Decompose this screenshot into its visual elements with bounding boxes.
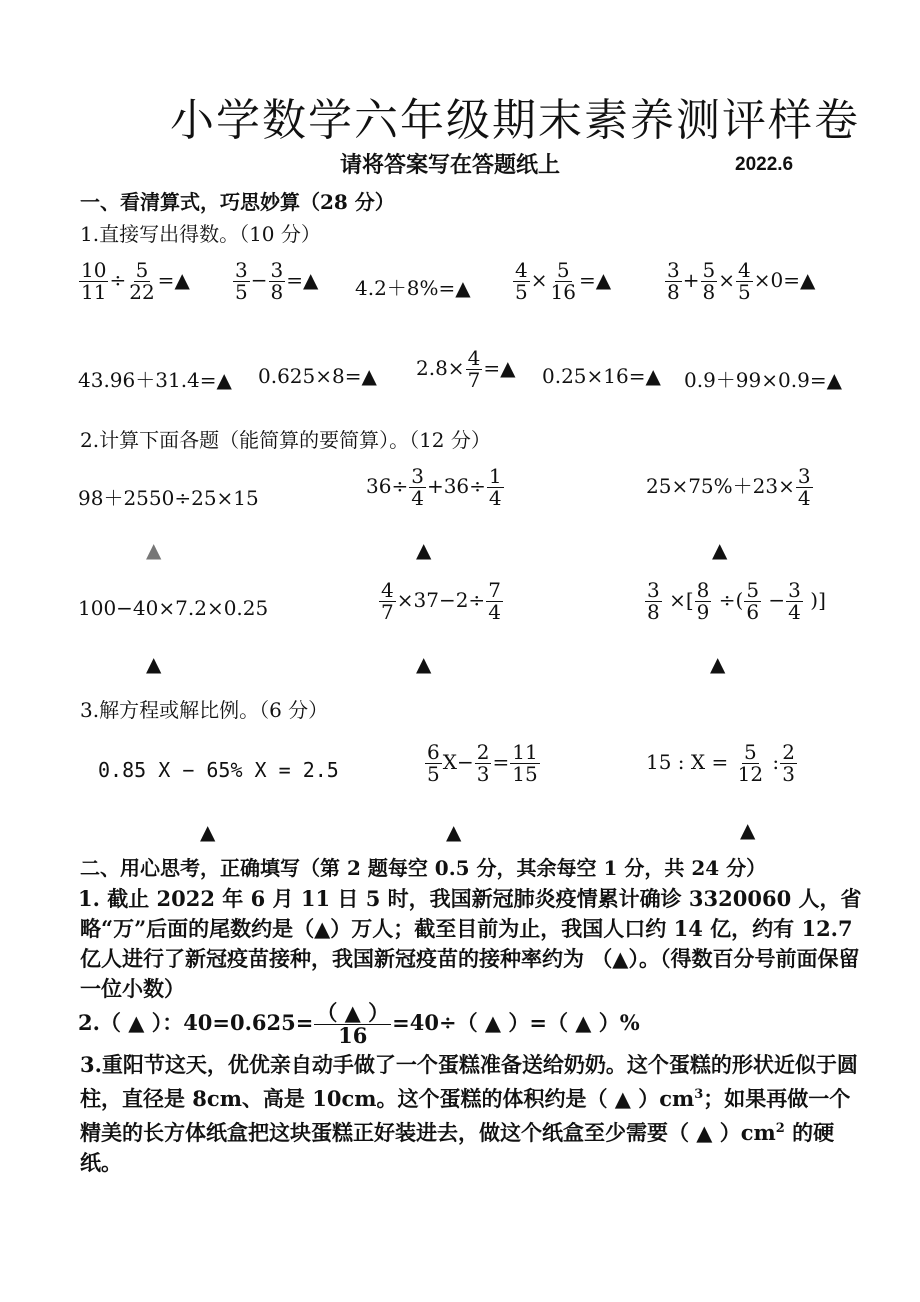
numerator: 2 [476, 740, 490, 764]
subtitle: 请将答案写在答题纸上 [340, 152, 561, 178]
middle: +36÷ [426, 474, 486, 498]
equals: = [578, 268, 596, 292]
middle: X− [442, 750, 474, 774]
numerator: 4 [467, 346, 481, 370]
expression: 0.25×16= [542, 364, 646, 388]
numerator: 4 [738, 258, 751, 282]
prefix: 36÷ [366, 474, 409, 498]
prefix: 25×75%＋23× [646, 474, 795, 498]
text-part: 3.重阳节这天，优优亲自动手做了一个蛋糕准备送给奶奶。这个蛋糕的形状近似于圆柱，直径是 8cm、高是 10cm。这个蛋糕的体积约是（ ▲ ）cm [80, 1052, 858, 1111]
answer-triangle-icon: ▲ [446, 820, 462, 844]
operator: − [250, 268, 268, 292]
q2-expr6 [644, 580, 826, 623]
denominator: 3 [476, 762, 490, 786]
tail: )] [803, 588, 826, 612]
operator: + [682, 268, 700, 292]
denominator: 8 [702, 280, 716, 304]
denominator: 3 [782, 762, 795, 786]
numerator: 11 [512, 740, 538, 764]
denominator: 15 [512, 762, 538, 786]
middle: − [762, 588, 786, 612]
numerator: 5 [743, 740, 757, 764]
equals: = [492, 750, 510, 774]
section2-question1: 1. 截止 2022 年 6 月 11 日 5 时，我国新冠肺炎疫情累计确诊 3320060 人，省略“万”后面的尾数约是（▲）万人；截至目前为止，我国人口约 14 亿，约有 12.7 亿人进行了新冠疫苗接种，我国新冠疫苗的接种率约为 （▲）。（得数百分号前面保留一位小数） [78, 886, 862, 1001]
q1-row1-item3 [355, 272, 471, 301]
q2-expr5 [378, 580, 504, 623]
numerator: 3 [411, 464, 424, 488]
denominator: 5 [427, 762, 440, 786]
q1-label: 1.直接写出得数。（10 分） [80, 222, 321, 246]
numerator: 3 [788, 578, 801, 602]
numerator: （ ▲ ） [316, 1000, 390, 1025]
q3-equation1: 0.85 X − 65% X = 2.5 [98, 758, 339, 782]
middle: ÷( [712, 588, 744, 612]
q2-label: 2.计算下面各题（能简算的要简算）。（12 分） [80, 428, 491, 452]
q1-row2-item3 [416, 348, 515, 391]
expression: 0.625×8= [258, 364, 362, 388]
text-part: ；如果再做一个精美的长方体纸盒把这块蛋糕正好装进去，做这个纸盒至少需要（ ▲ ）cm [80, 1086, 851, 1145]
denominator: 7 [381, 600, 394, 624]
q1-row2-item5 [684, 364, 842, 393]
date: 2022.6 [735, 154, 794, 175]
q3-label: 3.解方程或解比例。（6 分） [80, 698, 329, 722]
expression: 0.9＋99×0.9= [684, 368, 827, 392]
answer-triangle-icon: ▲ [146, 538, 162, 562]
tail: ×0= [753, 268, 800, 292]
answer-triangle-icon: ▲ [595, 268, 612, 292]
denominator: 5 [515, 280, 528, 304]
denominator: 8 [270, 280, 284, 304]
answer-triangle-icon: ▲ [416, 538, 432, 562]
denominator: 12 [737, 762, 764, 786]
denominator: 16 [550, 280, 576, 304]
answer-triangle-icon: ▲ [303, 268, 319, 292]
operator: × [718, 268, 735, 292]
prefix: 2.（ ▲ ）：40=0.625= [78, 1010, 314, 1036]
section2-question3 [80, 1050, 870, 1178]
denominator: 8 [647, 600, 660, 624]
numerator: 6 [427, 740, 440, 764]
section2-question2 [78, 1002, 640, 1047]
answer-triangle-icon: ▲ [216, 368, 232, 392]
denominator: 4 [788, 600, 801, 624]
tail: =40÷（ ▲ ）=（ ▲ ）% [392, 1010, 640, 1036]
numerator: 3 [235, 258, 248, 282]
q1-row2-item4 [542, 364, 661, 388]
numerator: 3 [647, 578, 660, 602]
answer-triangle-icon: ▲ [710, 652, 726, 676]
denominator: 4 [488, 600, 501, 624]
answer-triangle-icon: ▲ [416, 652, 432, 676]
denominator: 8 [667, 280, 680, 304]
answer-triangle-icon: ▲ [826, 368, 842, 392]
numerator: 5 [556, 258, 570, 282]
q1-row1-item4 [512, 260, 611, 303]
numerator: 4 [515, 258, 528, 282]
middle: : [766, 750, 780, 774]
answer-triangle-icon: ▲ [500, 356, 516, 380]
q3-equation2 [424, 742, 541, 785]
denominator: 5 [738, 280, 751, 304]
numerator: 4 [381, 578, 394, 602]
section1-heading: 一、看清算式，巧思妙算（28 分） [80, 190, 395, 214]
numerator: 5 [702, 258, 716, 282]
numerator: 5 [746, 578, 760, 602]
denominator: 9 [696, 600, 710, 624]
prefix: 15 : X = [646, 750, 729, 774]
q1-row1-item2 [232, 260, 318, 303]
denominator: 7 [467, 368, 481, 392]
q2-expr2 [366, 466, 505, 509]
denominator: 6 [746, 600, 760, 624]
numerator: 7 [488, 578, 501, 602]
numerator: 10 [81, 258, 107, 282]
superscript: 2 [775, 1121, 785, 1136]
equals: = [483, 356, 501, 380]
middle: ×37−2÷ [396, 588, 486, 612]
page-title: 小学数学六年级期末素养测评样卷 [170, 95, 860, 146]
answer-triangle-icon: ▲ [361, 364, 377, 388]
answer-triangle-icon: ▲ [146, 652, 162, 676]
equals: = [286, 268, 303, 292]
numerator: 1 [488, 464, 502, 488]
numerator: 2 [782, 740, 795, 764]
numerator: 3 [667, 258, 680, 282]
answer-triangle-icon: ▲ [174, 268, 190, 292]
q2-expr1: 98＋2550÷25×15 [78, 486, 259, 510]
denominator: 11 [81, 280, 107, 304]
answer-triangle-icon: ▲ [200, 820, 216, 844]
answer-triangle-icon: ▲ [455, 276, 471, 300]
operator: × [530, 268, 548, 292]
q1-row1-item5 [664, 260, 815, 303]
denominator: 4 [411, 486, 424, 510]
middle: ×[ [662, 588, 694, 612]
q1-row1-item1 [78, 260, 190, 303]
numerator: 8 [696, 578, 710, 602]
q2-expr4: 100−40×7.2×0.25 [78, 596, 269, 620]
equals: = [157, 268, 175, 292]
denominator: 4 [797, 486, 811, 510]
superscript: 3 [694, 1087, 704, 1102]
q1-row2-item1 [78, 364, 232, 393]
section2-heading: 二、用心思考，正确填写（第 2 题每空 0.5 分，其余每空 1 分，共 24 分） [80, 856, 767, 880]
text-part: 的硬纸。 [80, 1120, 835, 1175]
denominator: 16 [338, 1023, 368, 1049]
numerator: 3 [270, 258, 284, 282]
answer-triangle-icon: ▲ [799, 268, 816, 292]
answer-triangle-icon: ▲ [645, 364, 661, 388]
expression: 43.96＋31.4= [78, 368, 217, 392]
answer-triangle-icon: ▲ [740, 818, 756, 842]
denominator: 4 [488, 486, 502, 510]
numerator: 3 [797, 464, 811, 488]
operator: ÷ [109, 268, 127, 292]
denominator: 5 [235, 280, 248, 304]
answer-triangle-icon: ▲ [712, 538, 728, 562]
prefix: 2.8× [416, 356, 465, 380]
q1-row2-item2 [258, 364, 377, 388]
q3-equation3 [646, 742, 798, 785]
expression: 4.2＋8%= [355, 276, 456, 300]
numerator: 5 [135, 258, 149, 282]
denominator: 22 [129, 280, 155, 304]
q2-expr3 [646, 466, 814, 509]
